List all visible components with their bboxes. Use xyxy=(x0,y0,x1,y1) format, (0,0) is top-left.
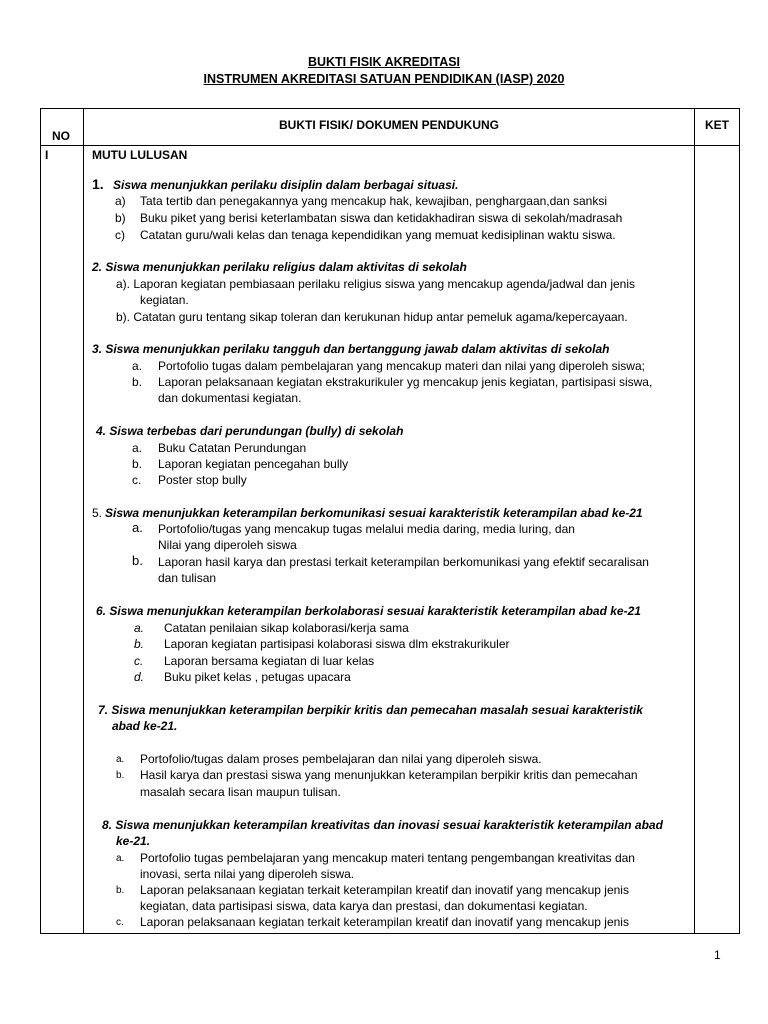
item-5b-text-cont: dan tulisan xyxy=(158,571,217,585)
page-number: 1 xyxy=(714,948,721,962)
item-3-title: 3. Siswa menunjukkan perilaku tangguh dan bertanggung jawab dalam aktivitas di sekolah xyxy=(92,342,610,356)
item-6a-marker: a. xyxy=(134,621,145,635)
item-1c-text: Catatan guru/wali kelas dan tenaga kependidikan yang memuat kedisiplinan waktu siswa. xyxy=(140,228,616,242)
item-2a-text-cont: kegiatan. xyxy=(140,293,189,307)
item-4b-text: Laporan kegiatan pencegahan bully xyxy=(158,457,349,471)
item-5a-text-cont: Nilai yang diperoleh siswa xyxy=(158,538,297,552)
col-header-no: NO xyxy=(41,109,84,146)
item-4c-text: Poster stop bully xyxy=(158,473,247,487)
item-5a-marker: a. xyxy=(132,520,143,535)
item-7b-text: Hasil karya dan prestasi siswa yang menunjukkan keterampilan berpikir kritis dan pemecahan xyxy=(140,768,638,782)
item-6b-text: Laporan kegiatan partisipasi kolaborasi siswa dlm ekstrakurikuler xyxy=(164,637,510,651)
section-title: MUTU LULUSAN xyxy=(92,148,188,162)
item-8c-marker: c. xyxy=(116,917,124,928)
item-6b-marker: b. xyxy=(134,637,145,651)
col-header-ket: KET xyxy=(695,109,740,146)
document-subtitle: INSTRUMEN AKREDITASI SATUAN PENDIDIKAN (IASP) 2020 xyxy=(203,72,565,86)
item-7b-marker: b. xyxy=(116,770,125,781)
item-3b-text-cont: dan dokumentasi kegiatan. xyxy=(158,391,302,405)
item-6a-text: Catatan penilaian sikap kolaborasi/kerja sama xyxy=(164,621,409,635)
table-row xyxy=(41,146,740,934)
item-1-title: Siswa menunjukkan perilaku disiplin dalam berbagai situasi. xyxy=(113,178,459,192)
item-3b-text: Laporan pelaksanaan kegiatan ekstrakurikuler yg mencakup jenis kegiatan, partisipasi siswa, xyxy=(158,375,653,389)
item-1b-marker: b) xyxy=(115,211,126,225)
item-3a-text: Portofolio tugas dalam pembelajaran yang mencakup materi dan nilai yang diperoleh siswa; xyxy=(158,359,645,373)
item-7a-text: Portofolio/tugas dalam proses pembelajaran dan nilai yang diperoleh siswa. xyxy=(140,752,542,766)
item-6d-text: Buku piket kelas , petugas upacara xyxy=(164,670,351,684)
item-4a-text: Buku Catatan Perundungan xyxy=(158,441,307,455)
col-header-bukti: BUKTI FISIK/ DOKUMEN PENDUKUNG xyxy=(84,109,695,146)
item-2a-text: a). Laporan kegiatan pembiasaan perilaku religius siswa yang mencakup agenda/jadwal dan jenis xyxy=(116,277,635,291)
item-8-title-cont: ke-21. xyxy=(116,834,151,848)
item-1c-marker: c) xyxy=(115,228,125,242)
item-5-title: Siswa menunjukkan keterampilan berkomunikasi sesuai karakteristik keterampilan abad ke-21 xyxy=(105,506,643,520)
item-1a-text: Tata tertib dan penegakannya yang mencakup hak, kewajiban, penghargaan,dan sanksi xyxy=(140,194,607,208)
item-5b-text: Laporan hasil karya dan prestasi terkait keterampilan berkomunikasi yang efektif secaralisan xyxy=(158,555,649,569)
item-4b-marker: b. xyxy=(132,457,143,471)
ket-cell xyxy=(695,146,740,934)
item-5-number: 5. xyxy=(92,506,103,520)
item-8a-marker: a. xyxy=(116,853,125,864)
item-6d-marker: d. xyxy=(134,670,145,684)
item-5b-marker: b. xyxy=(132,553,143,568)
item-2b-text: b). Catatan guru tentang sikap toleran dan kerukunan hidup antar pemeluk agama/kepercayaan. xyxy=(116,310,628,324)
item-4c-marker: c. xyxy=(132,473,142,487)
item-4a-marker: a. xyxy=(132,441,143,455)
evidence-table xyxy=(40,108,740,934)
evidence-content-cell xyxy=(84,146,695,934)
item-6c-marker: c. xyxy=(134,654,144,668)
item-8b-text: Laporan pelaksanaan kegiatan terkait keterampilan kreatif dan inovatif yang mencakup jenis xyxy=(140,883,629,897)
item-7-title: 7. Siswa menunjukkan keterampilan berpikir kritis dan pemecahan masalah sesuai karakteristik xyxy=(98,703,643,717)
item-1-number: 1. xyxy=(92,176,104,192)
item-7b-text-cont: masalah secara lisan maupun tulisan. xyxy=(140,785,341,799)
item-7-title-cont: abad ke-21. xyxy=(112,719,178,733)
item-1a-marker: a) xyxy=(115,194,126,208)
item-6c-text: Laporan bersama kegiatan di luar kelas xyxy=(164,654,375,668)
document-title: BUKTI FISIK AKREDITASI xyxy=(307,55,461,69)
row-number: I xyxy=(41,146,84,934)
item-8b-text-cont: kegiatan, data partisipasi siswa, data karya dan prestasi, dan dokumentasi kegiatan. xyxy=(140,899,588,913)
item-2-title: 2. Siswa menunjukkan perilaku religius dalam aktivitas di sekolah xyxy=(92,260,467,274)
item-8b-marker: b. xyxy=(116,885,125,896)
item-3a-marker: a. xyxy=(132,359,143,373)
item-8-title: 8. Siswa menunjukkan keterampilan kreativitas dan inovasi sesuai karakteristik keterampilan abad xyxy=(102,818,663,832)
item-4-title: 4. Siswa terbebas dari perundungan (bully) di sekolah xyxy=(96,424,404,438)
item-1b-text: Buku piket yang berisi keterlambatan siswa dan ketidakhadiran siswa di sekolah/madrasah xyxy=(140,211,623,225)
item-8a-text: Portofolio tugas pembelajaran yang mencakup materi tentang pengembangan kreativitas dan xyxy=(140,851,635,865)
item-6-title: 6. Siswa menunjukkan keterampilan berkolaborasi sesuai karakteristik keterampilan abad ke-21 xyxy=(96,604,641,618)
table-header-row xyxy=(41,109,740,146)
item-7a-marker: a. xyxy=(116,754,125,765)
item-5a-text: Portofolio/tugas yang mencakup tugas melalui media daring, media luring, dan xyxy=(158,522,575,536)
item-3b-marker: b. xyxy=(132,375,143,389)
item-8c-text: Laporan pelaksanaan kegiatan terkait keterampilan kreatif dan inovatif yang mencakup jenis xyxy=(140,915,629,929)
item-8a-text-cont: inovasi, serta nilai yang diperoleh siswa. xyxy=(140,867,355,881)
